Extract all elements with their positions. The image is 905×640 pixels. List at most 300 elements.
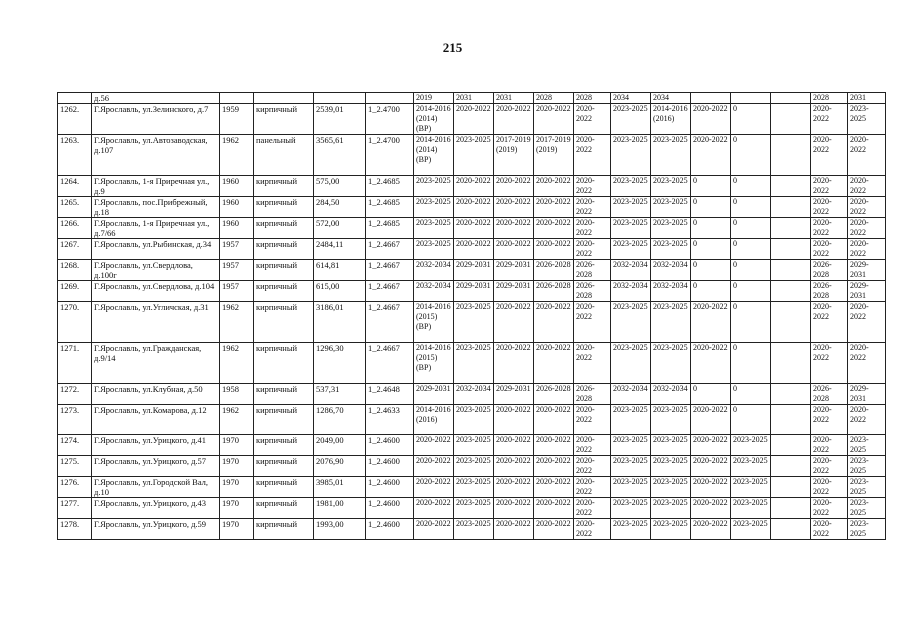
cell-term: 2032-2034 — [414, 281, 454, 302]
cell-term: 2029-2031 — [454, 260, 494, 281]
cell-material: кирпичный — [254, 384, 314, 405]
cell-term: 2020-2022 — [811, 343, 848, 384]
cell-term: 2020-2022 — [811, 239, 848, 260]
cell-term: 2020-2022 — [574, 302, 611, 343]
cell-term: 2023-2025 — [611, 498, 651, 519]
cell-term: 2020-2022 — [811, 477, 848, 498]
cell-address: Г.Ярославль, ул.Комарова, д.12 — [92, 405, 220, 435]
register-table — [57, 92, 886, 540]
cell-term: 2014-2016 (2014) (ВР) — [414, 135, 454, 176]
cell-term: 2023-2025 — [454, 456, 494, 477]
cell-term: 2020-2022 — [848, 197, 886, 218]
cell-code: 1_2.4600 — [366, 456, 414, 477]
cell-num: 1262. — [58, 104, 92, 135]
cell-term: 2020-2022 — [574, 239, 611, 260]
cell-term: 2014-2016 (2015) (ВР) — [414, 343, 454, 384]
cell-term: 2020-2022 — [454, 104, 494, 135]
cell-term: 2020-2022 — [494, 104, 534, 135]
cell-term: 2020-2022 — [534, 302, 574, 343]
cell-term — [691, 93, 731, 104]
cell-term: 2023-2025 — [454, 405, 494, 435]
cell-code: 1_2.4667 — [366, 260, 414, 281]
cell-term: 2020-2022 — [691, 302, 731, 343]
cell-term: 2020-2022 — [691, 498, 731, 519]
cell-year: 1970 — [220, 477, 254, 498]
table-row — [58, 435, 886, 456]
cell-term: 2020-2022 — [454, 239, 494, 260]
cell-term: 2023-2025 — [611, 302, 651, 343]
cell-year: 1962 — [220, 343, 254, 384]
cell-term: 2023-2025 — [651, 135, 691, 176]
cell-term: 2023-2025 — [848, 456, 886, 477]
cell-material: кирпичный — [254, 435, 314, 456]
cell-term: 2020-2022 — [494, 343, 534, 384]
cell-term: 2020-2022 — [494, 302, 534, 343]
table-row — [58, 477, 886, 498]
cell-address: Г.Ярославль, ул.Свердлова, д.104 — [92, 281, 220, 302]
cell-num: 1275. — [58, 456, 92, 477]
cell-term — [771, 239, 811, 260]
cell-year: 1957 — [220, 281, 254, 302]
cell-term: 2023-2025 — [611, 176, 651, 197]
cell-term: 2020-2022 — [574, 435, 611, 456]
table-row — [58, 302, 886, 343]
cell-term: 2020-2022 — [494, 197, 534, 218]
cell-address: Г.Ярославль, ул.Урицкого, д.59 — [92, 519, 220, 540]
cell-term: 2026-2028 — [534, 260, 574, 281]
cell-term: 2020-2022 — [691, 343, 731, 384]
cell-year: 1970 — [220, 456, 254, 477]
cell-term: 0 — [691, 239, 731, 260]
cell-num: 1271. — [58, 343, 92, 384]
cell-term: 2026-2028 — [574, 384, 611, 405]
cell-num: 1266. — [58, 218, 92, 239]
cell-year: 1962 — [220, 302, 254, 343]
cell-term: 2017-2019 (2019) — [494, 135, 534, 176]
cell-term: 2020-2022 — [534, 343, 574, 384]
table-row — [58, 197, 886, 218]
cell-term: 2026-2028 — [811, 260, 848, 281]
cell-term: 0 — [691, 260, 731, 281]
cell-term: 2023-2025 — [848, 435, 886, 456]
cell-term: 2020-2022 — [574, 405, 611, 435]
cell-term: 2023-2025 — [848, 498, 886, 519]
cell-term: 2020-2022 — [574, 343, 611, 384]
cell-term: 0 — [691, 281, 731, 302]
cell-term — [771, 477, 811, 498]
cell-area: 615,00 — [314, 281, 366, 302]
cell-term: 2026-2028 — [534, 384, 574, 405]
cell-code: 1_2.4667 — [366, 239, 414, 260]
cell-term: 2020-2022 — [534, 477, 574, 498]
table-row — [58, 104, 886, 135]
cell-term — [771, 519, 811, 540]
cell-term: 2020-2022 — [691, 456, 731, 477]
cell-term: 2031 — [494, 93, 534, 104]
cell-address: Г.Ярославль, ул.Урицкого, д.41 — [92, 435, 220, 456]
cell-num — [58, 93, 92, 104]
cell-address: Г.Ярославль, ул.Свердлова, д.100г — [92, 260, 220, 281]
cell-term: 2020-2022 — [848, 405, 886, 435]
cell-code: 1_2.4685 — [366, 197, 414, 218]
cell-term: 2020-2022 — [811, 435, 848, 456]
cell-term: 2020-2022 — [574, 104, 611, 135]
cell-term: 2020-2022 — [534, 239, 574, 260]
cell-term — [771, 260, 811, 281]
cell-term: 0 — [691, 176, 731, 197]
cell-term — [771, 456, 811, 477]
cell-term — [771, 498, 811, 519]
cell-term: 2023-2025 — [611, 519, 651, 540]
cell-term: 2014-2016 (2016) — [651, 104, 691, 135]
cell-term — [771, 343, 811, 384]
cell-term: 2029-2031 — [494, 384, 534, 405]
cell-term: 0 — [731, 104, 771, 135]
cell-term: 2020-2022 — [811, 302, 848, 343]
cell-code: 1_2.4667 — [366, 302, 414, 343]
cell-material: кирпичный — [254, 104, 314, 135]
cell-term: 2031 — [454, 93, 494, 104]
cell-term: 0 — [731, 405, 771, 435]
cell-address: Г.Ярославль, ул.Городской Вал, д.10 — [92, 477, 220, 498]
cell-year: 1960 — [220, 197, 254, 218]
cell-term: 2023-2025 — [454, 435, 494, 456]
cell-term: 2029-2031 — [848, 281, 886, 302]
cell-area: 284,50 — [314, 197, 366, 218]
cell-num: 1267. — [58, 239, 92, 260]
cell-term: 2029-2031 — [454, 281, 494, 302]
cell-term: 2026-2028 — [574, 281, 611, 302]
cell-area: 2539,01 — [314, 104, 366, 135]
cell-term: 2020-2022 — [574, 477, 611, 498]
cell-year: 1958 — [220, 384, 254, 405]
cell-term: 2034 — [651, 93, 691, 104]
cell-code: 1_2.4633 — [366, 405, 414, 435]
table-row — [58, 260, 886, 281]
cell-term: 2020-2022 — [848, 218, 886, 239]
table-row — [58, 239, 886, 260]
cell-term: 2020-2022 — [494, 218, 534, 239]
cell-code: 1_2.4685 — [366, 218, 414, 239]
cell-num: 1272. — [58, 384, 92, 405]
cell-term: 2020-2022 — [811, 176, 848, 197]
cell-term: 0 — [731, 176, 771, 197]
cell-term: 2020-2022 — [811, 498, 848, 519]
cell-term: 2023-2025 — [611, 197, 651, 218]
cell-material: кирпичный — [254, 519, 314, 540]
cell-term: 2020-2022 — [534, 498, 574, 519]
table-row — [58, 281, 886, 302]
cell-term: 0 — [731, 260, 771, 281]
cell-term: 2032-2034 — [651, 281, 691, 302]
cell-term: 2023-2025 — [731, 477, 771, 498]
table-row — [58, 218, 886, 239]
cell-term: 2020-2022 — [691, 104, 731, 135]
cell-term: 2020-2022 — [414, 456, 454, 477]
cell-code: 1_2.4700 — [366, 104, 414, 135]
cell-term: 2023-2025 — [611, 477, 651, 498]
cell-term: 2020-2022 — [534, 456, 574, 477]
cell-term: 0 — [731, 197, 771, 218]
cell-address: Г.Ярославль, 1-я Приречная ул., д.9 — [92, 176, 220, 197]
cell-term: 2020-2022 — [494, 405, 534, 435]
cell-term: 2020-2022 — [534, 176, 574, 197]
cell-term: 2023-2025 — [848, 519, 886, 540]
cell-term: 2020-2022 — [811, 104, 848, 135]
cell-term — [771, 176, 811, 197]
cell-code: 1_2.4667 — [366, 343, 414, 384]
cell-term: 2020-2022 — [848, 239, 886, 260]
cell-term: 2020-2022 — [574, 218, 611, 239]
cell-term: 0 — [731, 239, 771, 260]
cell-term: 2020-2022 — [494, 477, 534, 498]
cell-year: 1957 — [220, 239, 254, 260]
cell-term: 2020-2022 — [534, 435, 574, 456]
cell-year — [220, 93, 254, 104]
cell-area: 2076,90 — [314, 456, 366, 477]
cell-num: 1264. — [58, 176, 92, 197]
cell-term: 2020-2022 — [574, 519, 611, 540]
cell-term: 2023-2025 — [848, 104, 886, 135]
cell-term: 2020-2022 — [414, 435, 454, 456]
cell-term: 2023-2025 — [651, 435, 691, 456]
cell-year: 1959 — [220, 104, 254, 135]
cell-address: Г.Ярославль, пос.Прибрежный, д.18 — [92, 197, 220, 218]
cell-term: 2020-2022 — [534, 218, 574, 239]
cell-year: 1962 — [220, 135, 254, 176]
table-row — [58, 498, 886, 519]
cell-area: 3565,61 — [314, 135, 366, 176]
cell-address: Г.Ярославль, ул.Зелинского, д.7 — [92, 104, 220, 135]
cell-term: 2017-2019 (2019) — [534, 135, 574, 176]
cell-term: 2020-2022 — [494, 498, 534, 519]
cell-term: 2023-2025 — [611, 135, 651, 176]
cell-address: Г.Ярославль, ул.Клубная, д.50 — [92, 384, 220, 405]
cell-code: 1_2.4600 — [366, 435, 414, 456]
cell-term: 2023-2025 — [651, 519, 691, 540]
cell-term — [771, 218, 811, 239]
cell-term: 2023-2025 — [651, 302, 691, 343]
cell-term: 2023-2025 — [414, 197, 454, 218]
cell-num: 1270. — [58, 302, 92, 343]
cell-term: 2023-2025 — [611, 405, 651, 435]
cell-term: 2023-2025 — [651, 498, 691, 519]
cell-code — [366, 93, 414, 104]
cell-term: 2029-2031 — [848, 384, 886, 405]
page-number: 215 — [442, 40, 463, 55]
cell-term: 2032-2034 — [651, 260, 691, 281]
table-row — [58, 519, 886, 540]
cell-term: 2023-2025 — [454, 343, 494, 384]
cell-term: 2034 — [611, 93, 651, 104]
cell-term: 2032-2034 — [414, 260, 454, 281]
cell-term: 2019 — [414, 93, 454, 104]
cell-term: 0 — [691, 197, 731, 218]
cell-term: 2020-2022 — [494, 456, 534, 477]
cell-material: кирпичный — [254, 197, 314, 218]
cell-code: 1_2.4600 — [366, 498, 414, 519]
cell-term: 2032-2034 — [611, 260, 651, 281]
cell-term: 2023-2025 — [651, 239, 691, 260]
cell-term: 2020-2022 — [574, 498, 611, 519]
cell-material: панельный — [254, 135, 314, 176]
cell-material: кирпичный — [254, 281, 314, 302]
cell-num: 1277. — [58, 498, 92, 519]
cell-term: 2020-2022 — [574, 197, 611, 218]
cell-year: 1962 — [220, 405, 254, 435]
table-row — [58, 405, 886, 435]
cell-num: 1276. — [58, 477, 92, 498]
cell-term: 2023-2025 — [731, 435, 771, 456]
cell-term: 2023-2025 — [414, 176, 454, 197]
cell-area: 572,00 — [314, 218, 366, 239]
cell-term — [771, 384, 811, 405]
cell-term: 2023-2025 — [454, 302, 494, 343]
cell-term: 2020-2022 — [494, 176, 534, 197]
cell-term: 2028 — [574, 93, 611, 104]
cell-term: 2023-2025 — [731, 498, 771, 519]
cell-material: кирпичный — [254, 176, 314, 197]
cell-term — [771, 93, 811, 104]
cell-term: 2020-2022 — [574, 176, 611, 197]
cell-term: 2031 — [848, 93, 886, 104]
cell-term: 2023-2025 — [848, 477, 886, 498]
cell-area: 537,31 — [314, 384, 366, 405]
cell-term: 2023-2025 — [611, 218, 651, 239]
cell-term: 2020-2022 — [414, 519, 454, 540]
cell-code: 1_2.4685 — [366, 176, 414, 197]
cell-num: 1268. — [58, 260, 92, 281]
cell-term: 2023-2025 — [454, 498, 494, 519]
table-row — [58, 456, 886, 477]
cell-term: 2026-2028 — [811, 281, 848, 302]
cell-code: 1_2.4700 — [366, 135, 414, 176]
cell-term: 0 — [731, 384, 771, 405]
cell-term: 2020-2022 — [811, 197, 848, 218]
cell-term: 2020-2022 — [534, 104, 574, 135]
cell-term: 2020-2022 — [494, 435, 534, 456]
cell-area: 575,00 — [314, 176, 366, 197]
cell-term: 0 — [731, 281, 771, 302]
cell-term — [771, 435, 811, 456]
cell-code: 1_2.4648 — [366, 384, 414, 405]
cell-term: 2020-2022 — [691, 435, 731, 456]
cell-term: 2020-2022 — [811, 519, 848, 540]
cell-term: 2023-2025 — [611, 456, 651, 477]
cell-num: 1263. — [58, 135, 92, 176]
cell-term: 2023-2025 — [611, 104, 651, 135]
cell-term: 2023-2025 — [651, 218, 691, 239]
cell-year: 1970 — [220, 498, 254, 519]
cell-term — [771, 135, 811, 176]
cell-material: кирпичный — [254, 456, 314, 477]
cell-material: кирпичный — [254, 239, 314, 260]
cell-term: 2020-2022 — [691, 477, 731, 498]
cell-address: Г.Ярославль, ул.Автозаводская, д.107 — [92, 135, 220, 176]
cell-material — [254, 93, 314, 104]
cell-num: 1274. — [58, 435, 92, 456]
cell-term: 2020-2022 — [811, 218, 848, 239]
cell-term: 2023-2025 — [611, 239, 651, 260]
cell-term: 2026-2028 — [811, 384, 848, 405]
cell-term: 2023-2025 — [651, 456, 691, 477]
cell-area: 3186,01 — [314, 302, 366, 343]
cell-year: 1960 — [220, 218, 254, 239]
cell-term: 2029-2031 — [848, 260, 886, 281]
cell-material: кирпичный — [254, 498, 314, 519]
cell-num: 1278. — [58, 519, 92, 540]
table-row — [58, 343, 886, 384]
cell-term: 2023-2025 — [611, 435, 651, 456]
cell-term: 0 — [731, 218, 771, 239]
cell-term: 0 — [691, 384, 731, 405]
cell-term: 2020-2022 — [811, 135, 848, 176]
cell-term: 2023-2025 — [651, 343, 691, 384]
cell-term: 2014-2016 (2015) (ВР) — [414, 302, 454, 343]
cell-area: 1286,70 — [314, 405, 366, 435]
cell-term: 2020-2022 — [534, 519, 574, 540]
cell-material: кирпичный — [254, 218, 314, 239]
cell-area: 1981,00 — [314, 498, 366, 519]
cell-address: д.56 — [92, 93, 220, 104]
cell-address: Г.Ярославль, ул.Урицкого, д.57 — [92, 456, 220, 477]
table-row — [58, 93, 886, 104]
cell-term: 2023-2025 — [454, 519, 494, 540]
cell-term: 2029-2031 — [494, 260, 534, 281]
cell-term: 2020-2022 — [414, 477, 454, 498]
cell-term: 2020-2022 — [454, 197, 494, 218]
cell-term: 2023-2025 — [651, 477, 691, 498]
cell-term: 2028 — [811, 93, 848, 104]
cell-term: 2020-2022 — [848, 302, 886, 343]
cell-term: 2032-2034 — [611, 384, 651, 405]
cell-area: 1296,30 — [314, 343, 366, 384]
cell-term: 2023-2025 — [651, 176, 691, 197]
cell-year: 1960 — [220, 176, 254, 197]
cell-term: 2020-2022 — [691, 405, 731, 435]
cell-term: 2023-2025 — [651, 405, 691, 435]
table-row — [58, 176, 886, 197]
cell-num: 1265. — [58, 197, 92, 218]
cell-term: 2032-2034 — [651, 384, 691, 405]
cell-term: 2020-2022 — [414, 498, 454, 519]
cell-year: 1970 — [220, 435, 254, 456]
cell-term: 2020-2022 — [574, 456, 611, 477]
cell-term: 2020-2022 — [534, 405, 574, 435]
cell-area — [314, 93, 366, 104]
cell-term: 0 — [731, 343, 771, 384]
cell-term: 2023-2025 — [414, 218, 454, 239]
cell-area: 2484,11 — [314, 239, 366, 260]
cell-term: 2020-2022 — [534, 197, 574, 218]
cell-term — [771, 104, 811, 135]
cell-term: 0 — [731, 302, 771, 343]
cell-year: 1970 — [220, 519, 254, 540]
cell-term: 2026-2028 — [534, 281, 574, 302]
cell-term: 2020-2022 — [811, 456, 848, 477]
cell-address: Г.Ярославль, 1-я Приречная ул., д.7/66 — [92, 218, 220, 239]
cell-term: 2032-2034 — [611, 281, 651, 302]
cell-term: 2020-2022 — [574, 135, 611, 176]
cell-term: 2029-2031 — [494, 281, 534, 302]
cell-address: Г.Ярославль, ул.Урицкого, д.43 — [92, 498, 220, 519]
cell-term: 2020-2022 — [454, 218, 494, 239]
cell-term: 2020-2022 — [848, 176, 886, 197]
cell-area: 1993,00 — [314, 519, 366, 540]
cell-code: 1_2.4667 — [366, 281, 414, 302]
cell-term — [771, 197, 811, 218]
cell-term — [731, 93, 771, 104]
